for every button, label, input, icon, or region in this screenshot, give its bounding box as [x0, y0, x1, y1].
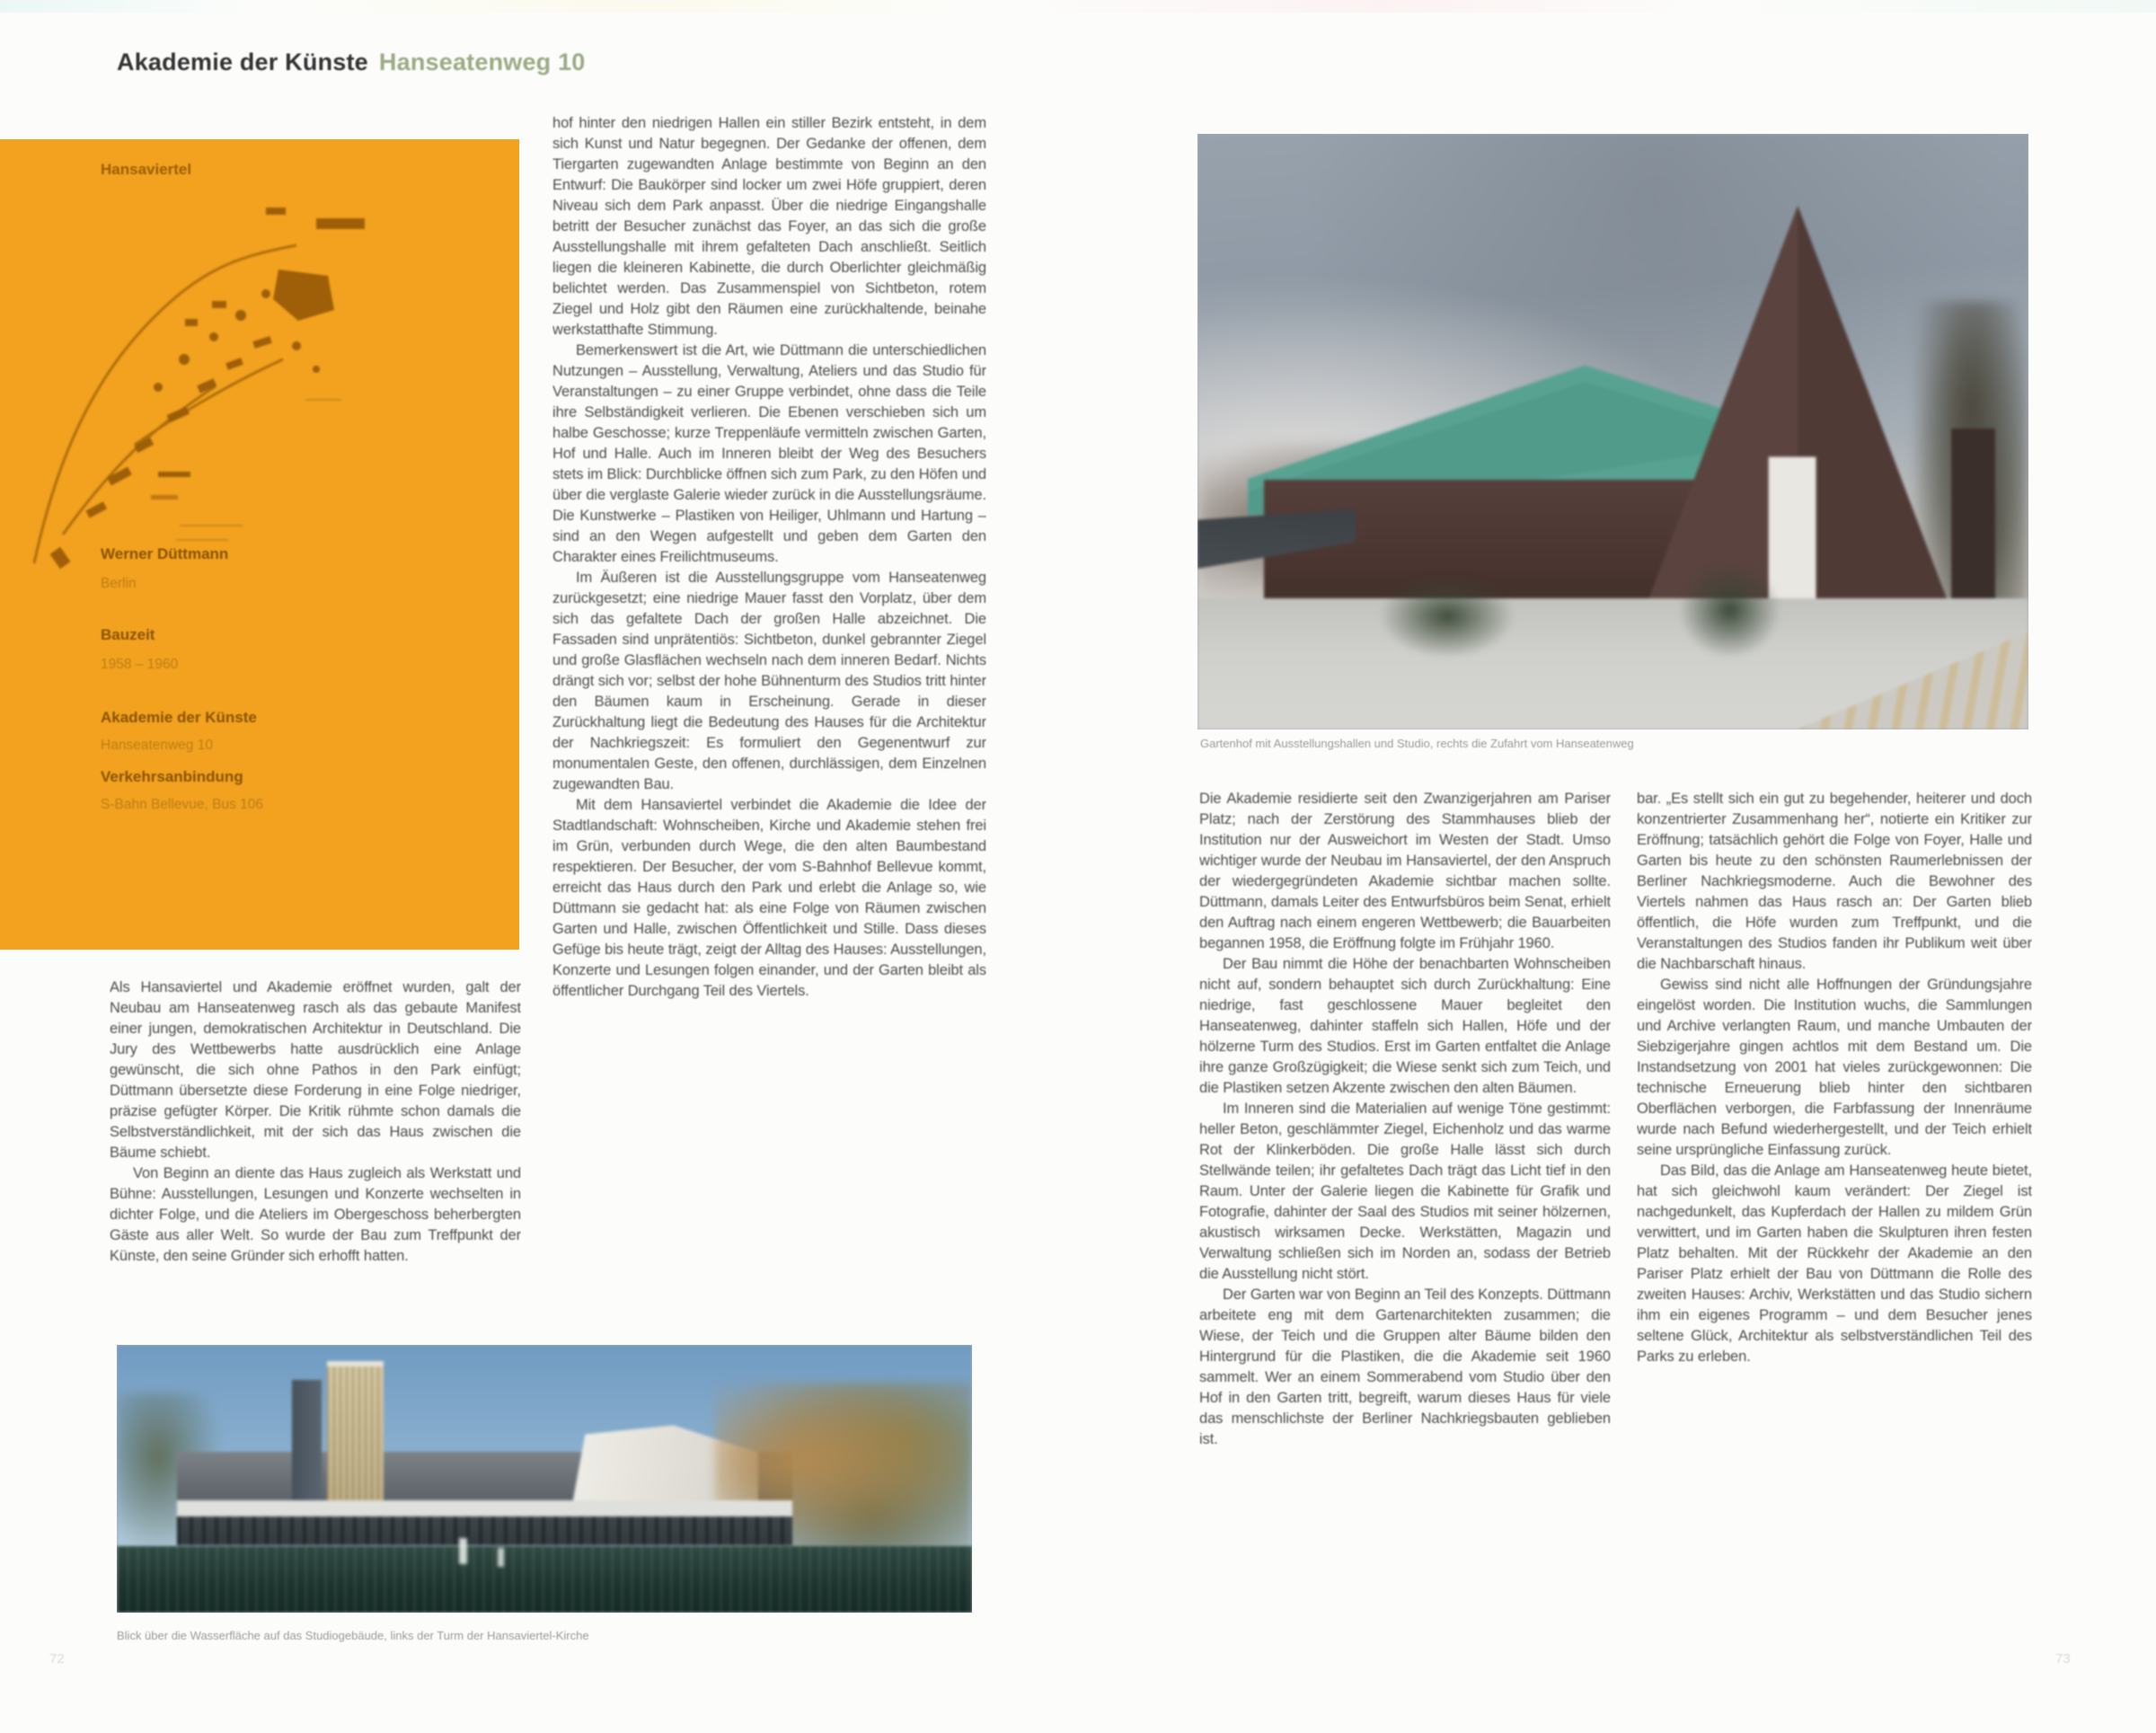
scan-artifact-strip	[0, 0, 2156, 13]
body-paragraph: Gewiss sind nicht alle Hoffnungen der Gründungsjahre eingelöst worden. Die Institution wuchs, die Sammlungen und Archive verlangten Raum, und manche Umbauten der Siebzigerjahre gingen achtlos mit dem Bestand um. Die Instandsetzung von 2001 hat vieles zurückgewonnen: Die technische Erneuerung blieb hinter den sichtbaren Oberflächen verborgen, die Farbfassung der Innenräume wurde nach Befund wiederhergestellt, und der Teich erhielt seine ursprüngliche Einfassung zurück.	[1637, 977, 2032, 1158]
transit-label: Verkehrsanbindung	[101, 768, 243, 785]
body-paragraph: Der Garten war von Beginn an Teil des Konzepts. Düttmann arbeitete eng mit dem Gartenarchitekten zusammen; die Wiese, der Teich und die Gruppen alter Bäume bilden den Hintergrund für die Plastiken, die die Akademie seit 1960 sammelt. Wer an einem Sommerabend vom Studio über den Hof in den Garten tritt, begreift, warum dieses Haus für viele das menschlichste der Berliner Nachkriegsbauten geblieben ist.	[1199, 1286, 1611, 1447]
page-title	[117, 49, 586, 76]
body-paragraph: Im Inneren sind die Materialien auf wenige Töne gestimmt: heller Beton, geschlämmter Ziegel, Eichenholz und das warme Rot der Klinkerböden. Die große Halle lässt sich durch Stellwände teilen; ihr gefaltetes Dach trägt das Licht tief in den Raum. Unter der Galerie liegen die Kabinette für Grafik und Fotografie, dahinter der Saal des Studios mit seiner hölzernen, akustisch wirksamen Decke. Werkstätten, Magazin und Verwaltung schließen sich im Norden an, sodass der Betrieb die Ausstellung nicht stört.	[1199, 1101, 1611, 1282]
water	[117, 1546, 972, 1614]
photo-caption: Gartenhof mit Ausstellungshallen und Studio, rechts die Zufahrt vom Hanseatenweg	[1200, 737, 1634, 750]
bauzeit-value: 1958 – 1960	[101, 657, 179, 672]
body-paragraph: Der Bau nimmt die Höhe der benachbarten Wohnscheiben nicht auf, sondern behauptet sich durch Zurückhaltung: Eine niedrige, fast geschlossene Mauer begleitet den Hanseatenweg, dahinter staffeln sich Hallen, Höfe und der hölzerne Turm des Studios. Erst im Garten entfaltet die Anlage ihre ganze Großzügigkeit; die Wiese senkt sich zum Teich, und die Plastiken setzen Akzente zwischen den alten Bäumen.	[1199, 956, 1611, 1096]
right-page-column-2	[1637, 789, 2032, 1615]
planting	[1680, 562, 1780, 658]
building-address: Hanseatenweg 10	[101, 738, 213, 753]
photo-spree-view	[117, 1345, 972, 1613]
architect-place: Berlin	[101, 576, 137, 591]
photo-caption: Blick über die Wasserfläche auf das Studiogebäude, links der Turm der Hansaviertel-Kirche	[117, 1629, 589, 1642]
body-paragraph: Im Äußeren ist die Ausstellungsgruppe vom Hanseatenweg zurückgesetzt; eine niedrige Mauer fasst den Vorplatz, über dem sich das gefaltete Dach der großen Halle abzeichnet. Die Fassaden sind unprätentiös: Sichtbeton, dunkel gebrannter Ziegel und große Glasflächen wechseln nach dem inneren Bedarf. Nichts drängt sich vor; selbst der hohe Bühnenturm des Studios tritt hinter den Bäumen kaum in Erscheinung. Gerade in dieser Zurückhaltung liegt die Bedeutung des Hauses für die Architektur der Nachkriegszeit: Es formuliert den Gegenentwurf zur monumentalen Geste, den offenen, durchlässigen, dem Einzelnen zugewandten Bau.	[552, 570, 986, 792]
info-panel	[0, 139, 519, 950]
body-paragraph: Mit dem Hansaviertel verbindet die Akademie die Idee der Stadtlandschaft: Wohnscheiben, Kirche und Akademie stehen frei im Grün, verbunden durch Wege, die den alten Baumbestand respektieren. Der Besucher, der vom S-Bahnhof Bellevue kommt, erreicht das Haus durch den Park und erlebt die Anlage so, wie Düttmann sie gedacht hat: als eine Folge von Räumen zwischen Garten und Halle, zwischen Öffentlichkeit und Stille. Dass dieses Gefüge bis heute trägt, zeigt der Alltag des Hauses: Ausstellungen, Konzerte und Lesungen folgen einander, und der Garten bleibt als öffentlicher Durchgang Teil des Viertels.	[552, 797, 986, 999]
church-tower	[327, 1366, 384, 1511]
body-paragraph: Die Akademie residierte seit den Zwanzigerjahren am Pariser Platz; nach der Zerstörung des Stammhauses blieb der Institution nur der Ausweichort im Westen der Stadt. Umso wichtiger wurde der Neubau im Hansaviertel, der den Anspruch der wiedergegründeten Akademie sichtbar machen sollte. Düttmann, damals Leiter des Entwurfsbüros beim Senat, erhielt den Auftrag nach einem engeren Wettbewerb; die Bauarbeiten begannen 1958, die Eröffnung folgte im Frühjahr 1960.	[1199, 791, 1611, 951]
body-paragraph: hof hinter den niedrigen Hallen ein stiller Bezirk entsteht, in dem sich Kunst und Natur begegnen. Der Gedanke der offenen, dem Tiergarten zugewandten Anlage bestimmte von Beginn an den Entwurf: Die Baukörper sind locker um zwei Höfe gruppiert, deren Niveau sich dem Park anpasst. Über die niedrige Eingangshalle betritt der Besucher zunächst das Foyer, an das sich die große Ausstellungshalle mit ihrem gefalteten Dach anschließt. Seitlich liegen die kleineren Kabinette, die durch Oberlichter gleichmäßig belichtet werden. Das Zusammenspiel von Sichtbeton, rotem Ziegel und Holz gibt den Räumen eine zurückhaltende, beinahe werkstatthafte Stimmung.	[552, 115, 986, 338]
planting	[1381, 575, 1514, 659]
church-tower-dark	[292, 1380, 321, 1508]
pyramid-roof-building	[1630, 206, 1995, 611]
body-paragraph: Bemerkenswert ist die Art, wie Düttmann die unterschiedlichen Nutzungen – Ausstellung, Verwaltung, Ateliers und das Studio für Veranstaltungen – zu einer Gruppe verbindet, ohne dass die Teile ihre Selbständigkeit verlieren. Die Ebenen verschieben sich um halbe Geschosse; kurze Treppenläufe vermitteln zwischen Garten, Hof und Halle. Auch im Inneren bleibt der Weg des Besuchers stets im Blick: Durchblicke öffnen sich zum Park, zu den Höfen und über die verglaste Galerie wieder zurück in die Ausstellungsräume. Die Kunstwerke – Plastiken von Heiliger, Uhlmann und Hartung – sind an den Wegen aufgestellt und geben dem Garten den Charakter eines Freilichtmuseums.	[552, 342, 986, 565]
map-label: Hansaviertel	[101, 161, 192, 178]
photo-courtyard	[1197, 134, 2028, 729]
sailboat	[498, 1548, 505, 1567]
left-page-main-column	[552, 113, 986, 1312]
page-title-address: Hanseatenweg 10	[378, 49, 586, 75]
body-paragraph: Als Hansaviertel und Akademie eröffnet wurden, galt der Neubau am Hanseatenweg rasch als das gebaute Manifest einer jungen, demokratischen Architektur in Deutschland. Die Jury des Wettbewerbs hatte ausdrücklich eine Anlage gewünscht, die sich ohne Pathos in den Park einfügt; Düttmann übersetzte diese Forderung in eine Folge niedriger, präzise gefügter Körper. Die Kritik rühmte schon damals die Selbstverständlichkeit, mit der sich das Haus zwischen die Bäume schiebt.	[110, 979, 521, 1161]
transit-value: S-Bahn Bellevue, Bus 106	[101, 797, 263, 812]
page-number-right: 73	[2055, 1651, 2071, 1667]
body-paragraph: Von Beginn an diente das Haus zugleich als Werkstatt und Bühne: Ausstellungen, Lesungen und Konzerte wechselten in dichter Folge, und die Ateliers im Obergeschoss beherbergten Gäste aus aller Welt. So wurde der Bau zum Treffpunkt der Künste, den seine Gründer sich erhofft hatten.	[110, 1165, 521, 1264]
right-page-column-1	[1199, 789, 1611, 1615]
building-label: Akademie der Künste	[101, 709, 257, 726]
page-title-name: Akademie der Künste	[117, 49, 368, 75]
body-paragraph: bar. „Es stellt sich ein gut zu begehender, heiterer und doch konzentrierter Zusammenhang her“, notierte ein Kritiker zur Eröffnung; tatsächlich gehört die Folge von Foyer, Halle und Garten bis heute zu den schönsten Raumerlebnissen der Berliner Nachkriegsmoderne. Auch die Bewohner des Viertels nahmen das Haus rasch an: Der Garten blieb öffentlich, die Höfe wurden zum Treffpunkt, und die Veranstaltungen des Studios fanden ihr Publikum weit über die Nachbarschaft hinaus.	[1637, 791, 2032, 972]
site-map	[0, 175, 519, 570]
body-paragraph: Das Bild, das die Anlage am Hanseatenweg heute bietet, hat sich gleichwohl kaum verändert: Der Ziegel ist nachgedunkelt, das Kupferdach der Hallen zu mildem Grün verwittert, und im Garten haben die Skulpturen ihren festen Platz behalten. Mit der Rückkehr der Akademie an den Pariser Platz erhielt der Bau von Düttmann die Rolle des zweiten Hauses: Archiv, Werkstätten und das Studio sichern ihm ein eigenes Programm – und dem Besucher jenes seltene Glück, Architektur als selbstverständlichen Teil des Parks zu erleben.	[1637, 1163, 2032, 1365]
bauzeit-label: Bauzeit	[101, 626, 155, 643]
sailboat	[459, 1538, 468, 1565]
page-number-left: 72	[49, 1651, 65, 1667]
architect-name: Werner Düttmann	[101, 545, 229, 562]
left-page-left-column	[110, 977, 521, 1308]
